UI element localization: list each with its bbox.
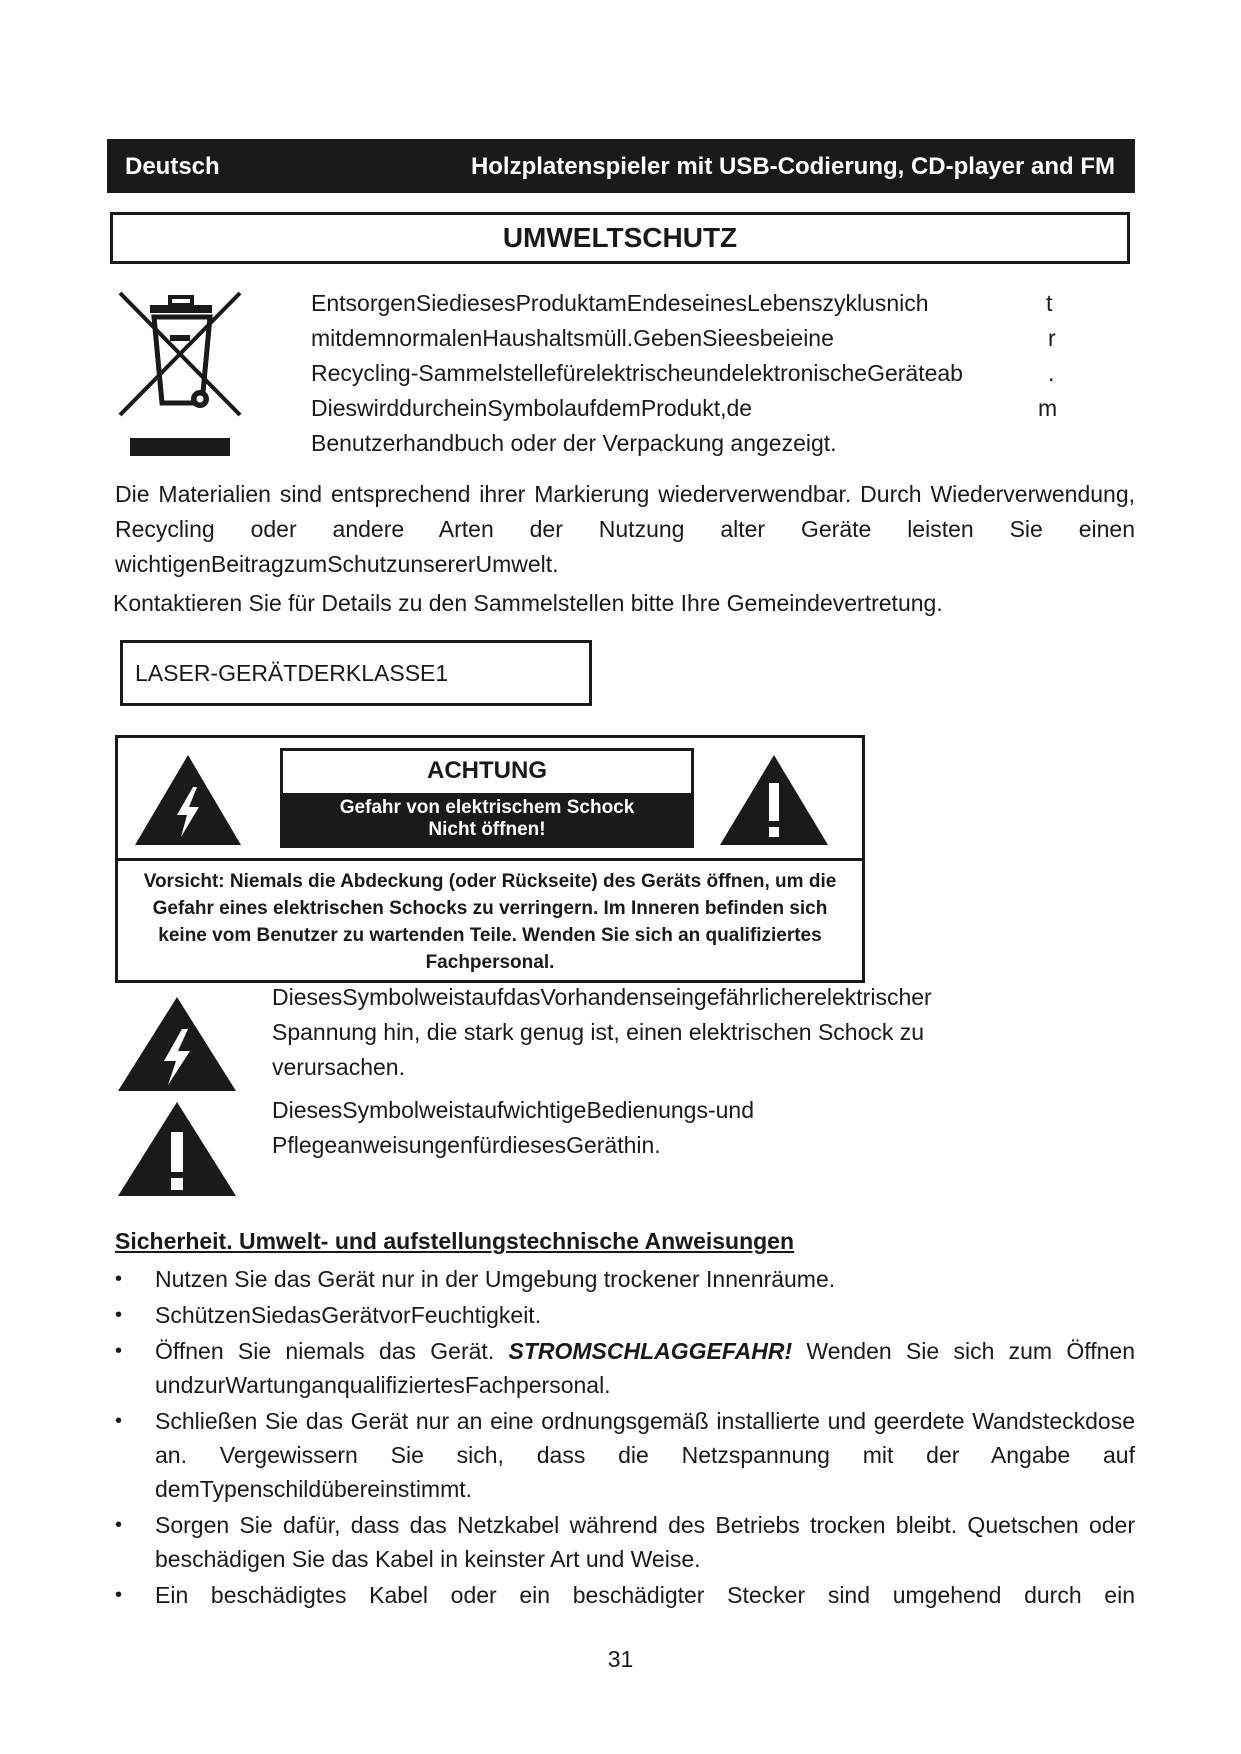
safety-heading: Sicherheit. Umwelt- und aufstellungstechnische Anweisungen — [115, 1228, 795, 1254]
warning-emphasis: STROMSCHLAGGEFAHR! — [508, 1338, 793, 1364]
achtung-subtitle: Gefahr von elektrischem Schock Nicht öffnen! — [283, 793, 691, 845]
lightning-symbol-text: DiesesSymbolweistaufdasVorhandenseingefährlicherelektrischer Spannung hin, die stark genug ist, einen elektrischen Schock zu verursachen. — [272, 984, 932, 1080]
exclamation-symbol-icon — [116, 1100, 238, 1198]
caution-text: Vorsicht: Niemals die Abdeckung (oder Rückseite) des Geräts öffnen, um die Gefahr eines elektrischen Schocks zu verringern. Im Inneren befinden sich keine vom Benutzer zu wartenden Teile. Wenden Sie sich an qualifiziertes Fachpersonal. — [143, 871, 837, 973]
weee-crossed-bin-icon — [112, 283, 252, 458]
list-item: • SchützenSiedasGerätvorFeuchtigkeit. — [115, 1302, 542, 1328]
section-title: UMWELTSCHUTZ — [110, 212, 1130, 264]
header-bar — [107, 139, 1135, 193]
contact-paragraph: Kontaktieren Sie für Details zu den Sammelstellen bitte Ihre Gemeindevertretung. — [113, 590, 943, 616]
exclamation-symbol-text: DiesesSymbolweistaufwichtigeBedienungs-und PflegeanweisungenfürdiesesGeräthin. — [272, 1097, 754, 1158]
list-item: • Sorgen Sie dafür, dass das Netzkabel während des Betriebs trocken bleibt. Quetschen oder beschädigen Sie das Kabel in keinster Art und Weise. — [115, 1512, 1135, 1572]
list-item: • Nutzen Sie das Gerät nur in der Umgebung trockener Innenräume. — [115, 1266, 836, 1292]
recycle-line: Benutzerhandbuch oder der Verpackung angezeigt. — [311, 430, 837, 456]
lightning-symbol-icon — [116, 995, 238, 1093]
achtung-title: ACHTUNG — [427, 757, 547, 784]
list-item: • Öffnen Sie niemals das Gerät. STROMSCHLAGGEFAHR! Wenden Sie sich zum Öffnen undzurWartunganqualifiziertesFachpersonal. — [115, 1338, 1135, 1398]
page-number: 31 — [607, 1646, 634, 1672]
safety-bullet-list — [115, 1262, 1135, 1614]
warning-divider — [118, 858, 862, 861]
recycle-line: Recycling-SammelstellefürelektrischeundelektronischeGeräteab . — [311, 360, 1055, 386]
exclamation-warning-icon — [718, 753, 830, 848]
header-title: Holzplatenspieler mit USB-Codierung, CD-player and FM — [470, 153, 1115, 180]
list-item: • Ein beschädigtes Kabel oder ein beschädigter Stecker sind umgehend durch ein — [115, 1582, 1135, 1608]
header-language: Deutsch — [125, 153, 220, 180]
recycle-line: DieswirddurcheinSymbolaufdemProdukt,de m — [311, 395, 1058, 421]
recycle-line: mitdemnormalenHaushaltsmüll.GebenSieesbeieine r — [311, 325, 1056, 351]
warning-box — [115, 735, 865, 983]
achtung-box — [280, 748, 694, 848]
laser-class-label: LASER-GERÄTDERKLASSE1 — [120, 640, 592, 706]
recycle-text — [311, 286, 1071, 461]
recycle-line: EntsorgenSiediesesProduktamEndeseinesLebenszyklusnich t — [311, 290, 1053, 316]
materials-paragraph: Die Materialien sind entsprechend ihrer Markierung wiederverwendbar. Durch Wiederverwendung, Recycling oder andere Arten der Nutzung alter Geräte leisten Sie einen wichtigenBeitragzumSchutzunsererUmwelt. — [115, 481, 1135, 577]
lightning-warning-icon — [133, 753, 243, 848]
list-item: • Schließen Sie das Gerät nur an eine ordnungsgemäß installierte und geerdete Wandsteckdose an. Vergewissern Sie sich, dass die Netzspannung mit der Angabe auf demTypenschildübereinstimmt. — [115, 1408, 1135, 1502]
